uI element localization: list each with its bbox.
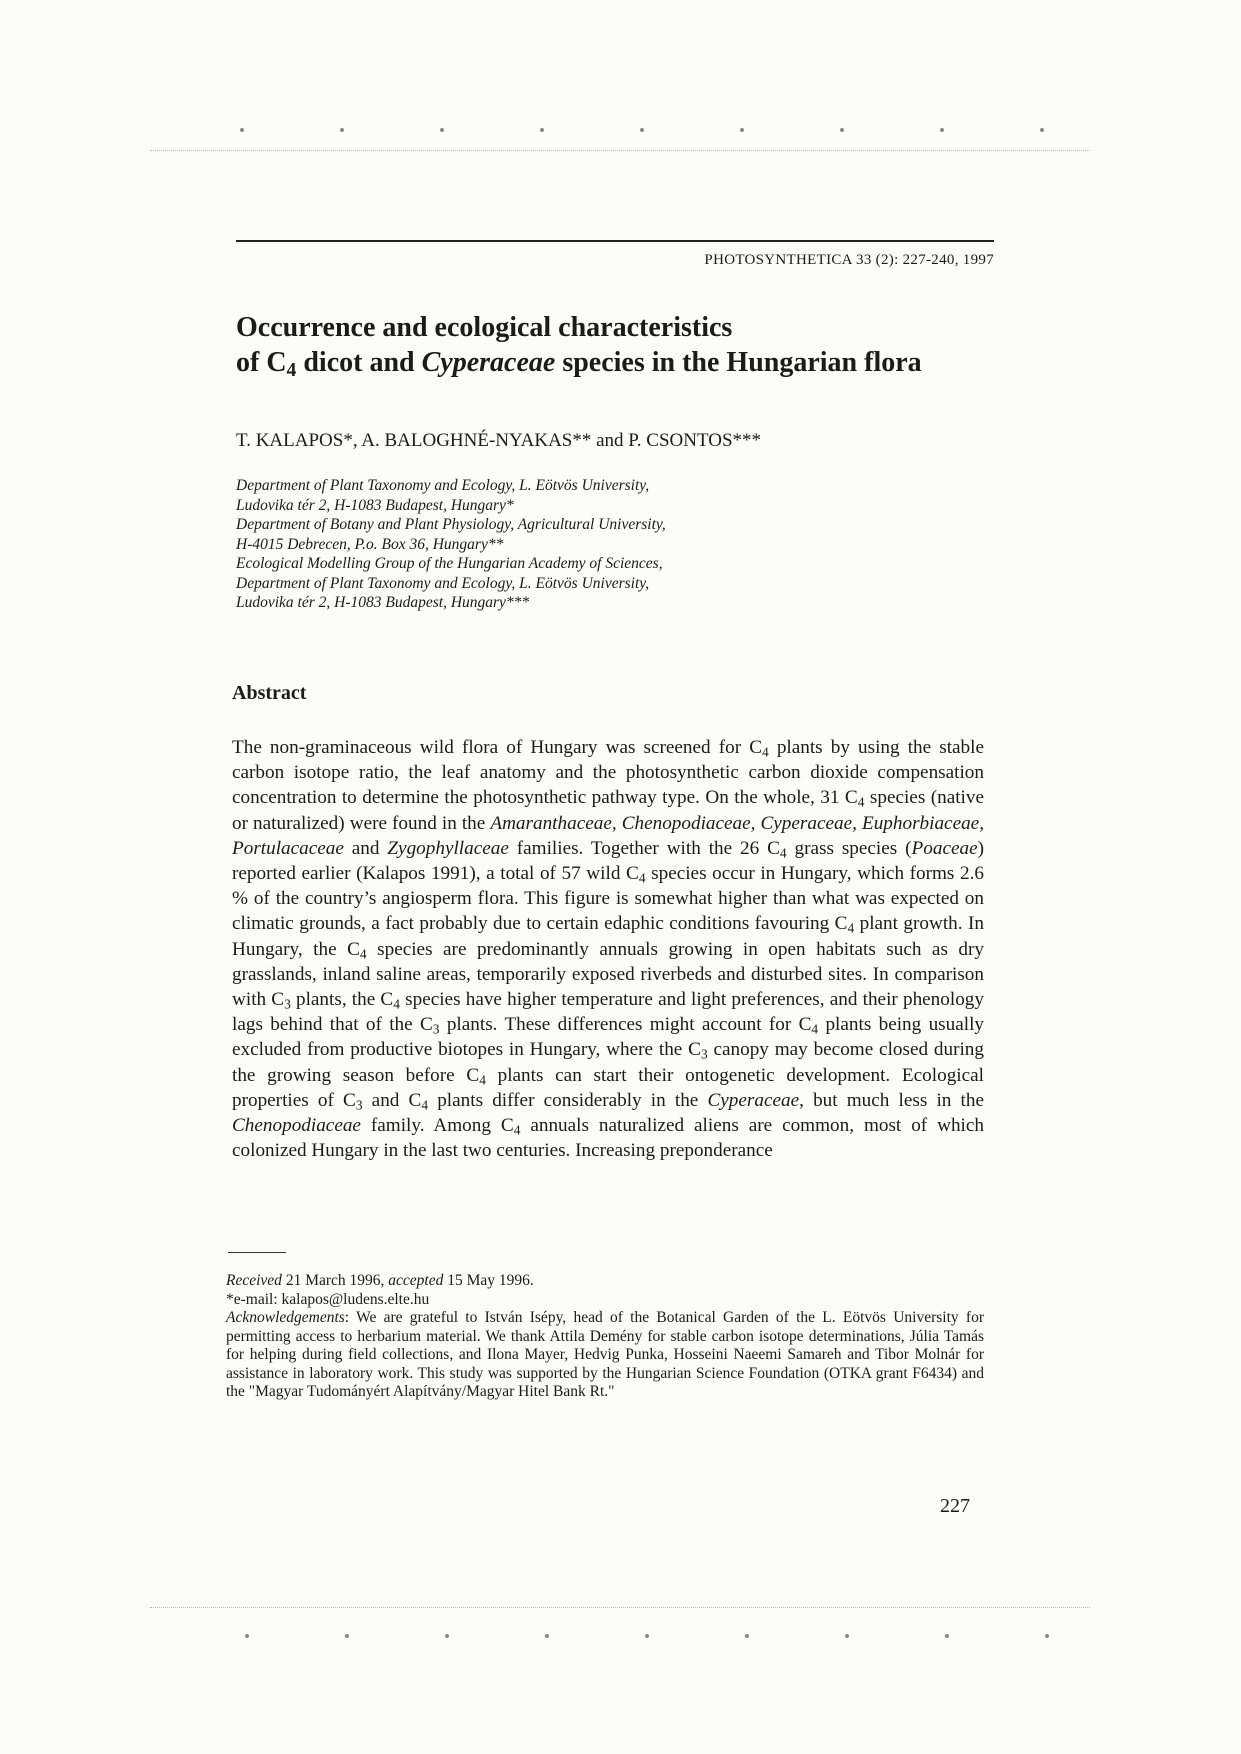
scan-artifact-bottom-line xyxy=(150,1607,1090,1608)
affiliation-line: Department of Plant Taxonomy and Ecology, L. Eötvös University, xyxy=(236,477,650,494)
abstract-heading: Abstract xyxy=(232,682,307,704)
affiliation-line: Department of Plant Taxonomy and Ecology, L. Eötvös University, xyxy=(236,574,650,592)
received-line: Received 21 March 1996, accepted 15 May 1996. xyxy=(226,1272,534,1289)
affiliation-line: Ludovika tér 2, H-1083 Budapest, Hungary*** xyxy=(236,594,530,611)
affiliation-line: Ludovika tér 2, H-1083 Budapest, Hungary* xyxy=(236,496,514,514)
header-rule xyxy=(236,240,994,242)
author-list: T. KALAPOS*, A. BALOGHNÉ-NYAKAS** and P. CSONTOS*** xyxy=(236,430,762,451)
footnote-rule xyxy=(228,1252,286,1253)
scan-artifact-bottom-dots xyxy=(0,1634,1241,1654)
footnotes xyxy=(226,1272,984,1402)
acknowledgements: Acknowledgements: We are grateful to István Isépy, head of the Botanical Garden of the L. Eötvös University for permitting access to herbarium material. We thank Attila Demény for stable carbon isotope determinations, Júlia Tamás for helping during field collections, and Ilona Mayer, Hedvig Punka, Hosseini Naeemi Samareh and Tibor Molnár for assistance in laboratory work. This study was supported by the Hungarian Science Foundation (OTKA grant F6434) and the "Magyar Tudományért Alapítvány/Magyar Hitel Bank Rt." xyxy=(226,1309,984,1400)
page-number: 227 xyxy=(940,1495,970,1517)
title-line-2: of $C_4$ dicot and Cyperaceae species in the Hungarian flora xyxy=(236,347,922,381)
affiliation-line: Department of Botany and Plant Physiology, Agricultural University, xyxy=(236,516,666,533)
paper-title xyxy=(236,310,996,380)
email-line: *e-mail: kalapos@ludens.elte.hu xyxy=(226,1290,430,1308)
journal-reference: PHOTOSYNTHETICA 33 (2): 227-240, 1997 xyxy=(704,252,994,268)
scan-artifact-top-line xyxy=(150,150,1090,151)
scan-artifact-top-dots xyxy=(0,128,1241,148)
title-line-1: Occurrence and ecological characteristics xyxy=(236,312,733,343)
abstract-body: The non-graminaceous wild flora of Hungary was screened for $C_4$ plants by using the stable carbon isotope ratio, the leaf anatomy and the photosynthetic carbon dioxide compensation concentration to determine the photosynthetic pathway type. On the whole, 31 $C_4$ species (native or naturalized) were found in the Amaranthaceae, Chenopodiaceae, Cyperaceae, Euphorbiaceae, Portulacaceae and Zygophyllaceae families. Together with the 26 $C_4$ grass species (Poaceae) reported earlier (Kalapos 1991), a total of 57 wild $C_4$ species occur in Hungary, which forms 2.6 % of the country’s angiosperm flora. This figure is somewhat higher than what was expected on climatic grounds, a fact probably due to certain edaphic conditions favouring $C_4$ plant growth. In Hungary, the $C_4$ species are predominantly annuals growing in open habitats such as dry grasslands, inland saline areas, temporarily exposed riverbeds and disturbed sites. In comparison with $C_3$ plants, the $C_4$ species have higher temperature and light preferences, and their phenology lags behind that of the $C_3$ plants. These differences might account for $C_4$ plants being usually excluded from productive biotopes in Hungary, where the $C_3$ canopy may become closed during the growing season before $C_4$ plants can start their ontogenetic development. Ecological properties of $C_3$ and $C_4$ plants differ considerably in the Cyperaceae, but much less in the Chenopodiaceae family. Among $C_4$ annuals naturalized aliens are common, most of which colonized Hungary in the last two centuries. Increasing preponderance xyxy=(232,737,985,1162)
affiliations xyxy=(236,476,796,613)
affiliation-line: H-4015 Debrecen, P.o. Box 36, Hungary** xyxy=(236,535,504,553)
affiliation-line: Ecological Modelling Group of the Hungarian Academy of Sciences, xyxy=(236,555,663,572)
